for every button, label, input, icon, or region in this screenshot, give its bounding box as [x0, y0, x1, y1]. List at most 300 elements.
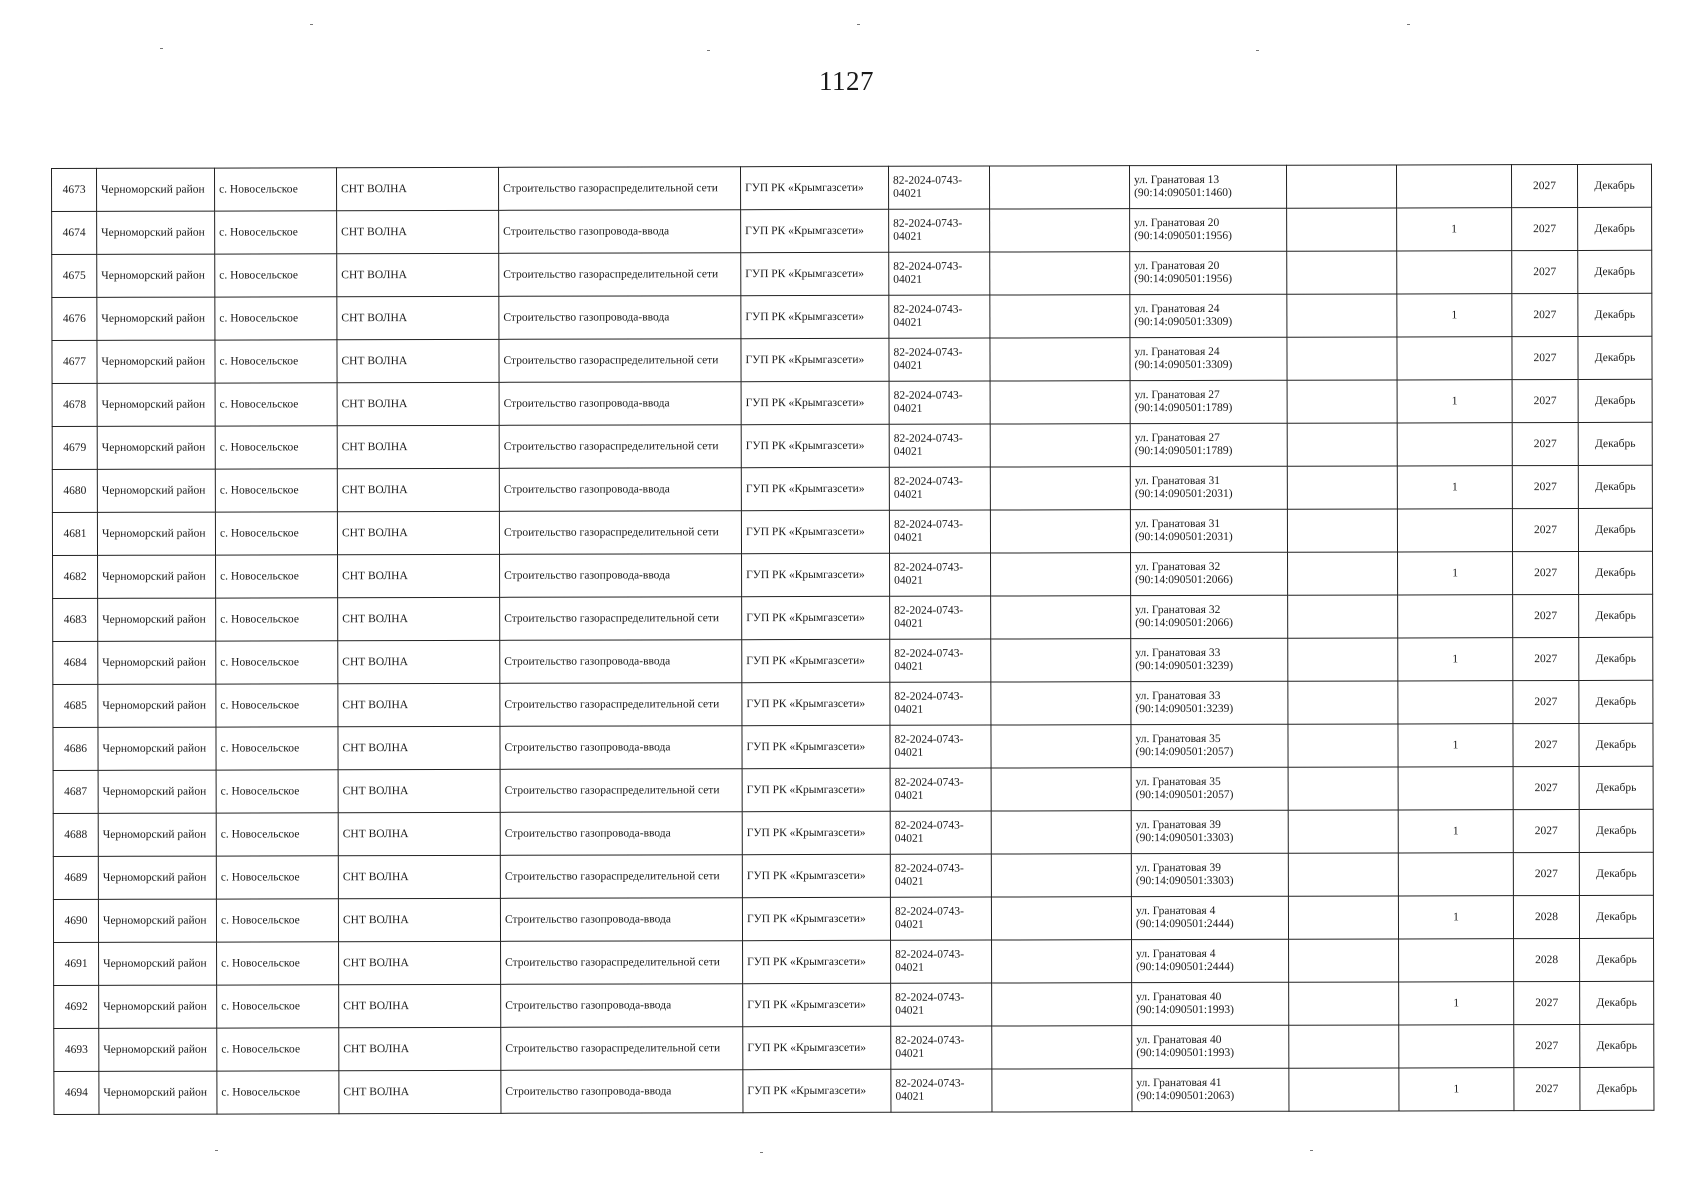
table-row	[52, 379, 1652, 426]
address-street: ул. Гранатовая 39	[1135, 818, 1221, 832]
cell-extra	[1288, 724, 1398, 767]
cell-extra	[1288, 810, 1398, 853]
table-row	[54, 1067, 1654, 1114]
cell-program-code: 82-2024-0743-04021	[890, 553, 991, 596]
cell-snt: СНТ ВОЛНА	[338, 683, 500, 726]
cell-row-number: 4674	[52, 211, 97, 254]
cell-work-type: Строительство газораспределительной сети	[500, 769, 742, 813]
cell-extra	[1287, 423, 1397, 466]
cell-district: Черноморский район	[99, 942, 217, 985]
cell-row-number: 4675	[52, 254, 97, 297]
cell-organization: ГУП РК «Крымгазсети»	[743, 1069, 891, 1112]
address-street: ул. Гранатовая 35	[1135, 775, 1221, 789]
cell-address	[1131, 853, 1288, 896]
cell-snt: СНТ ВОЛНА	[338, 812, 500, 855]
cell-work-type: Строительство газопровода-ввода	[500, 812, 742, 856]
cell-snt: СНТ ВОЛНА	[339, 1070, 501, 1113]
cell-year: 2027	[1512, 380, 1578, 423]
cell-program-code: 82-2024-0743-04021	[889, 209, 990, 252]
cell-note	[991, 897, 1131, 940]
address-cadastral-number: (90:14:090501:3239)	[1135, 702, 1234, 716]
cell-month: Декабрь	[1579, 852, 1653, 895]
cell-year: 2027	[1513, 724, 1579, 767]
cell-district: Черноморский район	[98, 770, 216, 813]
cell-program-code: 82-2024-0743-04021	[890, 768, 991, 811]
table-row	[53, 594, 1653, 641]
cell-program-code: 82-2024-0743-04021	[889, 295, 990, 338]
cell-row-number: 4691	[54, 942, 99, 985]
cell-month: Декабрь	[1580, 1067, 1654, 1110]
cell-district: Черноморский район	[99, 1028, 217, 1071]
address-cadastral-number: (90:14:090501:3239)	[1135, 659, 1234, 673]
cell-month: Декабрь	[1577, 164, 1651, 207]
cell-extra	[1289, 939, 1399, 982]
table-row	[52, 508, 1652, 555]
address-cadastral-number: (90:14:090501:2444)	[1135, 917, 1234, 931]
address-street: ул. Гранатовая 40	[1136, 1033, 1222, 1047]
address-cadastral-number: (90:14:090501:2066)	[1135, 573, 1233, 587]
cell-month: Декабрь	[1578, 250, 1652, 293]
cell-district: Черноморский район	[97, 168, 215, 211]
cell-work-type: Строительство газопровода-ввода	[500, 726, 742, 770]
cell-village: с. Новосельское	[215, 297, 337, 340]
cell-program-code: 82-2024-0743-04021	[890, 854, 991, 897]
cell-snt: СНТ ВОЛНА	[338, 726, 500, 769]
cell-year: 2027	[1514, 982, 1580, 1025]
cell-year: 2027	[1512, 208, 1578, 251]
cell-count: 1	[1398, 552, 1513, 595]
cell-snt: СНТ ВОЛНА	[337, 382, 499, 425]
cell-organization: ГУП РК «Крымгазсети»	[742, 897, 890, 940]
cell-year: 2027	[1512, 294, 1578, 337]
cell-work-type: Строительство газопровода-ввода	[499, 382, 741, 426]
scan-speck	[310, 24, 313, 25]
cell-count: 1	[1397, 466, 1512, 509]
cell-district: Черноморский район	[98, 727, 216, 770]
cell-organization: ГУП РК «Крымгазсети»	[741, 424, 889, 467]
cell-address	[1130, 294, 1287, 337]
cell-work-type: Строительство газораспределительной сети	[499, 339, 741, 383]
cell-count: 1	[1398, 810, 1513, 853]
cell-program-code: 82-2024-0743-04021	[889, 510, 990, 553]
cell-year: 2027	[1513, 595, 1579, 638]
cell-village: с. Новосельское	[216, 641, 338, 684]
cell-organization: ГУП РК «Крымгазсети»	[741, 295, 889, 338]
cell-note	[992, 983, 1132, 1026]
cell-count	[1398, 853, 1513, 896]
scan-speck	[1407, 24, 1410, 25]
cell-work-type: Строительство газораспределительной сети	[501, 1027, 743, 1071]
cell-program-code: 82-2024-0743-04021	[890, 596, 991, 639]
cell-count: 1	[1398, 638, 1513, 681]
scan-speck	[1310, 1150, 1313, 1151]
cell-month: Декабрь	[1579, 680, 1653, 723]
table-row	[52, 422, 1652, 469]
cell-address	[1130, 423, 1287, 466]
cell-district: Черноморский район	[98, 813, 216, 856]
cell-organization: ГУП РК «Крымгазсети»	[742, 725, 890, 768]
cell-extra	[1288, 767, 1398, 810]
cell-program-code: 82-2024-0743-04021	[890, 897, 991, 940]
address-street: ул. Гранатовая 33	[1135, 689, 1221, 703]
cell-count	[1397, 423, 1512, 466]
cell-year: 2027	[1512, 423, 1578, 466]
cell-snt: СНТ ВОЛНА	[337, 511, 499, 554]
cell-extra	[1289, 982, 1399, 1025]
cell-organization: ГУП РК «Крымгазсети»	[741, 510, 889, 553]
cell-district: Черноморский район	[99, 1071, 217, 1114]
cell-row-number: 4682	[53, 555, 98, 598]
cell-district: Черноморский район	[98, 641, 216, 684]
gasification-register-table	[51, 164, 1654, 1115]
cell-year: 2027	[1514, 1025, 1580, 1068]
cell-note	[990, 424, 1130, 467]
cell-count	[1396, 165, 1511, 208]
cell-organization: ГУП РК «Крымгазсети»	[742, 596, 890, 639]
cell-note	[991, 639, 1131, 682]
table-row	[53, 680, 1653, 727]
cell-note	[990, 209, 1130, 252]
cell-year: 2027	[1512, 337, 1578, 380]
address-street: ул. Гранатовая 31	[1134, 517, 1221, 531]
cell-organization: ГУП РК «Крымгазсети»	[742, 811, 890, 854]
cell-count	[1398, 681, 1513, 724]
cell-snt: СНТ ВОЛНА	[337, 253, 499, 296]
scan-speck	[760, 1152, 763, 1153]
cell-district: Черноморский район	[97, 469, 215, 512]
cell-work-type: Строительство газопровода-ввода	[501, 984, 743, 1028]
cell-snt: СНТ ВОЛНА	[338, 769, 500, 812]
cell-snt: СНТ ВОЛНА	[337, 339, 499, 382]
cell-organization: ГУП РК «Крымгазсети»	[743, 940, 891, 983]
address-street: ул. Гранатовая 20	[1134, 259, 1220, 273]
page-number: 1127	[819, 66, 874, 96]
cell-extra	[1288, 853, 1398, 896]
table-row	[52, 250, 1652, 297]
cell-row-number: 4690	[53, 899, 98, 942]
address-cadastral-number: (90:14:090501:2066)	[1135, 616, 1233, 630]
cell-month: Декабрь	[1578, 422, 1652, 465]
cell-address	[1132, 1025, 1289, 1068]
cell-snt: СНТ ВОЛНА	[337, 425, 499, 468]
cell-count	[1398, 767, 1513, 810]
address-street: ул. Гранатовая 20	[1134, 216, 1220, 230]
address-cadastral-number: (90:14:090501:2031)	[1134, 487, 1233, 501]
cell-district: Черноморский район	[98, 684, 216, 727]
scan-speck	[707, 50, 710, 51]
cell-snt: СНТ ВОЛНА	[339, 1027, 501, 1070]
cell-extra	[1289, 1025, 1399, 1068]
table-row	[52, 465, 1652, 512]
cell-organization: ГУП РК «Крымгазсети»	[742, 639, 890, 682]
address-cadastral-number: (90:14:090501:1460)	[1134, 186, 1232, 200]
cell-extra	[1287, 208, 1397, 251]
address-cadastral-number: (90:14:090501:2057)	[1135, 745, 1234, 759]
cell-village: с. Новосельское	[217, 1071, 339, 1114]
address-street: ул. Гранатовая 39	[1135, 861, 1222, 875]
cell-work-type: Строительство газопровода-ввода	[499, 296, 741, 340]
cell-row-number: 4688	[53, 813, 98, 856]
address-cadastral-number: (90:14:090501:2063)	[1136, 1089, 1235, 1103]
address-street: ул. Гранатовая 24	[1134, 302, 1220, 316]
table-row	[54, 938, 1654, 985]
cell-count: 1	[1397, 294, 1512, 337]
cell-district: Черноморский район	[98, 899, 216, 942]
cell-work-type: Строительство газопровода-ввода	[499, 210, 741, 254]
cell-address	[1132, 939, 1289, 982]
cell-extra	[1287, 509, 1397, 552]
cell-village: с. Новосельское	[216, 770, 338, 813]
cell-extra	[1289, 1068, 1399, 1111]
address-street: ул. Гранатовая 32	[1135, 603, 1221, 617]
cell-row-number: 4678	[52, 383, 97, 426]
table-row	[54, 1024, 1654, 1071]
cell-note	[991, 596, 1131, 639]
cell-program-code: 82-2024-0743-04021	[889, 424, 990, 467]
address-street: ул. Гранатовая 41	[1136, 1076, 1222, 1090]
cell-year: 2027	[1513, 681, 1579, 724]
cell-note	[991, 553, 1131, 596]
cell-count	[1398, 595, 1513, 638]
cell-month: Декабрь	[1579, 594, 1653, 637]
cell-village: с. Новосельское	[215, 254, 337, 297]
cell-count	[1397, 509, 1512, 552]
cell-program-code: 82-2024-0743-04021	[891, 940, 992, 983]
cell-row-number: 4673	[52, 168, 97, 211]
cell-program-code: 82-2024-0743-04021	[890, 725, 991, 768]
cell-extra	[1288, 638, 1398, 681]
cell-address	[1130, 509, 1287, 552]
cell-program-code: 82-2024-0743-04021	[890, 811, 991, 854]
address-street: ул. Гранатовая 13	[1134, 173, 1220, 187]
cell-village: с. Новосельское	[215, 340, 337, 383]
cell-work-type: Строительство газораспределительной сети	[500, 855, 742, 899]
cell-address	[1131, 681, 1288, 724]
cell-program-code: 82-2024-0743-04021	[890, 682, 991, 725]
cell-row-number: 4685	[53, 684, 98, 727]
cell-address	[1131, 595, 1288, 638]
cell-village: с. Новосельское	[215, 469, 337, 512]
address-street: ул. Гранатовая 35	[1135, 732, 1221, 746]
cell-note	[989, 166, 1129, 209]
cell-row-number: 4689	[53, 856, 98, 899]
cell-month: Декабрь	[1578, 293, 1652, 336]
address-cadastral-number: (90:14:090501:1789)	[1134, 401, 1233, 415]
cell-organization: ГУП РК «Крымгазсети»	[741, 467, 889, 510]
cell-snt: СНТ ВОЛНА	[339, 941, 501, 984]
cell-row-number: 4679	[52, 426, 97, 469]
cell-row-number: 4683	[53, 598, 98, 641]
cell-snt: СНТ ВОЛНА	[337, 468, 499, 511]
cell-snt: СНТ ВОЛНА	[338, 898, 500, 941]
address-street: ул. Гранатовая 24	[1134, 345, 1220, 359]
cell-note	[992, 1026, 1132, 1069]
cell-year: 2027	[1513, 853, 1579, 896]
address-street: ул. Гранатовая 32	[1135, 560, 1221, 574]
cell-year: 2027	[1512, 251, 1578, 294]
address-street: ул. Гранатовая 31	[1134, 474, 1220, 488]
cell-note	[990, 467, 1130, 510]
cell-year: 2027	[1511, 165, 1577, 208]
cell-program-code: 82-2024-0743-04021	[889, 252, 990, 295]
cell-village: с. Новосельское	[215, 383, 337, 426]
cell-organization: ГУП РК «Крымгазсети»	[742, 768, 890, 811]
cell-address	[1131, 552, 1288, 595]
cell-village: с. Новосельское	[215, 211, 337, 254]
cell-snt: СНТ ВОЛНА	[339, 984, 501, 1027]
cell-count: 1	[1398, 724, 1513, 767]
cell-month: Декабрь	[1578, 207, 1652, 250]
cell-organization: ГУП РК «Крымгазсети»	[740, 166, 888, 209]
cell-village: с. Новосельское	[217, 942, 339, 985]
cell-snt: СНТ ВОЛНА	[337, 167, 499, 210]
cell-address	[1132, 982, 1289, 1025]
cell-work-type: Строительство газопровода-ввода	[500, 640, 742, 684]
cell-year: 2027	[1514, 1068, 1580, 1111]
cell-address	[1130, 208, 1287, 251]
cell-village: с. Новосельское	[215, 426, 337, 469]
cell-note	[991, 811, 1131, 854]
cell-year: 2027	[1513, 767, 1579, 810]
cell-row-number: 4686	[53, 727, 98, 770]
cell-extra	[1288, 552, 1398, 595]
cell-district: Черноморский район	[97, 297, 215, 340]
cell-district: Черноморский район	[97, 211, 215, 254]
table-row	[52, 207, 1652, 254]
cell-work-type: Строительство газопровода-ввода	[501, 1070, 743, 1114]
cell-year: 2028	[1513, 896, 1579, 939]
cell-month: Декабрь	[1579, 637, 1653, 680]
cell-row-number: 4680	[52, 469, 97, 512]
cell-work-type: Строительство газораспределительной сети	[498, 167, 740, 211]
cell-note	[990, 510, 1130, 553]
cell-program-code: 82-2024-0743-04021	[891, 983, 992, 1026]
cell-work-type: Строительство газораспределительной сети	[500, 683, 742, 727]
address-cadastral-number: (90:14:090501:2031)	[1134, 530, 1233, 544]
cell-year: 2027	[1513, 552, 1579, 595]
cell-district: Черноморский район	[97, 340, 215, 383]
cell-address	[1131, 767, 1288, 810]
cell-village: с. Новосельское	[215, 512, 337, 555]
scan-speck	[857, 24, 860, 25]
cell-count: 1	[1398, 896, 1513, 939]
cell-month: Декабрь	[1579, 809, 1653, 852]
table-row	[53, 637, 1653, 684]
address-cadastral-number: (90:14:090501:3303)	[1135, 831, 1234, 845]
cell-note	[990, 295, 1130, 338]
address-street: ул. Гранатовая 40	[1136, 990, 1222, 1004]
cell-address	[1131, 724, 1288, 767]
cell-extra	[1286, 165, 1396, 208]
cell-extra	[1287, 251, 1397, 294]
cell-address	[1130, 337, 1287, 380]
table-row	[53, 809, 1653, 856]
cell-extra	[1288, 681, 1398, 724]
cell-month: Декабрь	[1579, 895, 1653, 938]
cell-month: Декабрь	[1579, 766, 1653, 809]
cell-month: Декабрь	[1578, 379, 1652, 422]
cell-district: Черноморский район	[98, 555, 216, 598]
cell-district: Черноморский район	[97, 512, 215, 555]
table-row	[52, 336, 1652, 383]
cell-village: с. Новосельское	[215, 168, 337, 211]
scan-speck	[1256, 50, 1259, 51]
cell-work-type: Строительство газораспределительной сети	[500, 597, 742, 641]
address-cadastral-number: (90:14:090501:2444)	[1136, 960, 1234, 974]
cell-row-number: 4677	[52, 340, 97, 383]
cell-note	[992, 940, 1132, 983]
cell-row-number: 4681	[52, 512, 97, 555]
cell-month: Декабрь	[1579, 723, 1653, 766]
cell-district: Черноморский район	[97, 426, 215, 469]
cell-address	[1130, 466, 1287, 509]
cell-row-number: 4694	[54, 1071, 99, 1114]
address-cadastral-number: (90:14:090501:2057)	[1135, 788, 1234, 802]
cell-row-number: 4676	[52, 297, 97, 340]
address-cadastral-number: (90:14:090501:1993)	[1136, 1003, 1234, 1017]
table-row	[52, 164, 1652, 211]
table-row	[52, 293, 1652, 340]
cell-village: с. Новосельское	[216, 598, 338, 641]
cell-count: 1	[1397, 380, 1512, 423]
table-row	[53, 766, 1653, 813]
cell-count: 1	[1399, 982, 1514, 1025]
cell-row-number: 4684	[53, 641, 98, 684]
cell-note	[990, 381, 1130, 424]
cell-note	[990, 252, 1130, 295]
cell-work-type: Строительство газораспределительной сети	[499, 511, 741, 555]
cell-address	[1130, 251, 1287, 294]
address-street: ул. Гранатовая 33	[1135, 646, 1221, 660]
cell-month: Декабрь	[1578, 465, 1652, 508]
cell-extra	[1287, 294, 1397, 337]
address-street: ул. Гранатовая 4	[1136, 947, 1216, 961]
address-street: ул. Гранатовая 27	[1134, 388, 1220, 402]
cell-program-code: 82-2024-0743-04021	[890, 639, 991, 682]
cell-address	[1131, 896, 1288, 939]
cell-program-code: 82-2024-0743-04021	[891, 1026, 992, 1069]
cell-work-type: Строительство газопровода-ввода	[500, 898, 742, 942]
cell-work-type: Строительство газораспределительной сети	[499, 253, 741, 297]
cell-organization: ГУП РК «Крымгазсети»	[741, 209, 889, 252]
cell-district: Черноморский район	[98, 856, 216, 899]
cell-year: 2028	[1514, 939, 1580, 982]
cell-row-number: 4687	[53, 770, 98, 813]
cell-extra	[1288, 595, 1398, 638]
address-cadastral-number: (90:14:090501:3309)	[1134, 358, 1233, 372]
cell-organization: ГУП РК «Крымгазсети»	[742, 854, 890, 897]
table-row	[53, 723, 1653, 770]
cell-village: с. Новосельское	[217, 1028, 339, 1071]
cell-count	[1397, 337, 1512, 380]
cell-organization: ГУП РК «Крымгазсети»	[743, 1026, 891, 1069]
cell-count	[1397, 251, 1512, 294]
cell-year: 2027	[1512, 509, 1578, 552]
cell-year: 2027	[1512, 466, 1578, 509]
cell-program-code: 82-2024-0743-04021	[891, 1069, 992, 1112]
cell-address	[1129, 165, 1286, 208]
cell-snt: СНТ ВОЛНА	[337, 210, 499, 253]
cell-note	[992, 1069, 1132, 1112]
address-street: ул. Гранатовая 4	[1135, 904, 1216, 918]
cell-organization: ГУП РК «Крымгазсети»	[742, 553, 890, 596]
cell-village: с. Новосельское	[216, 899, 338, 942]
table-row	[53, 895, 1653, 942]
cell-address	[1131, 810, 1288, 853]
cell-district: Черноморский район	[97, 383, 215, 426]
cell-work-type: Строительство газораспределительной сети	[499, 425, 741, 469]
cell-month: Декабрь	[1579, 551, 1653, 594]
